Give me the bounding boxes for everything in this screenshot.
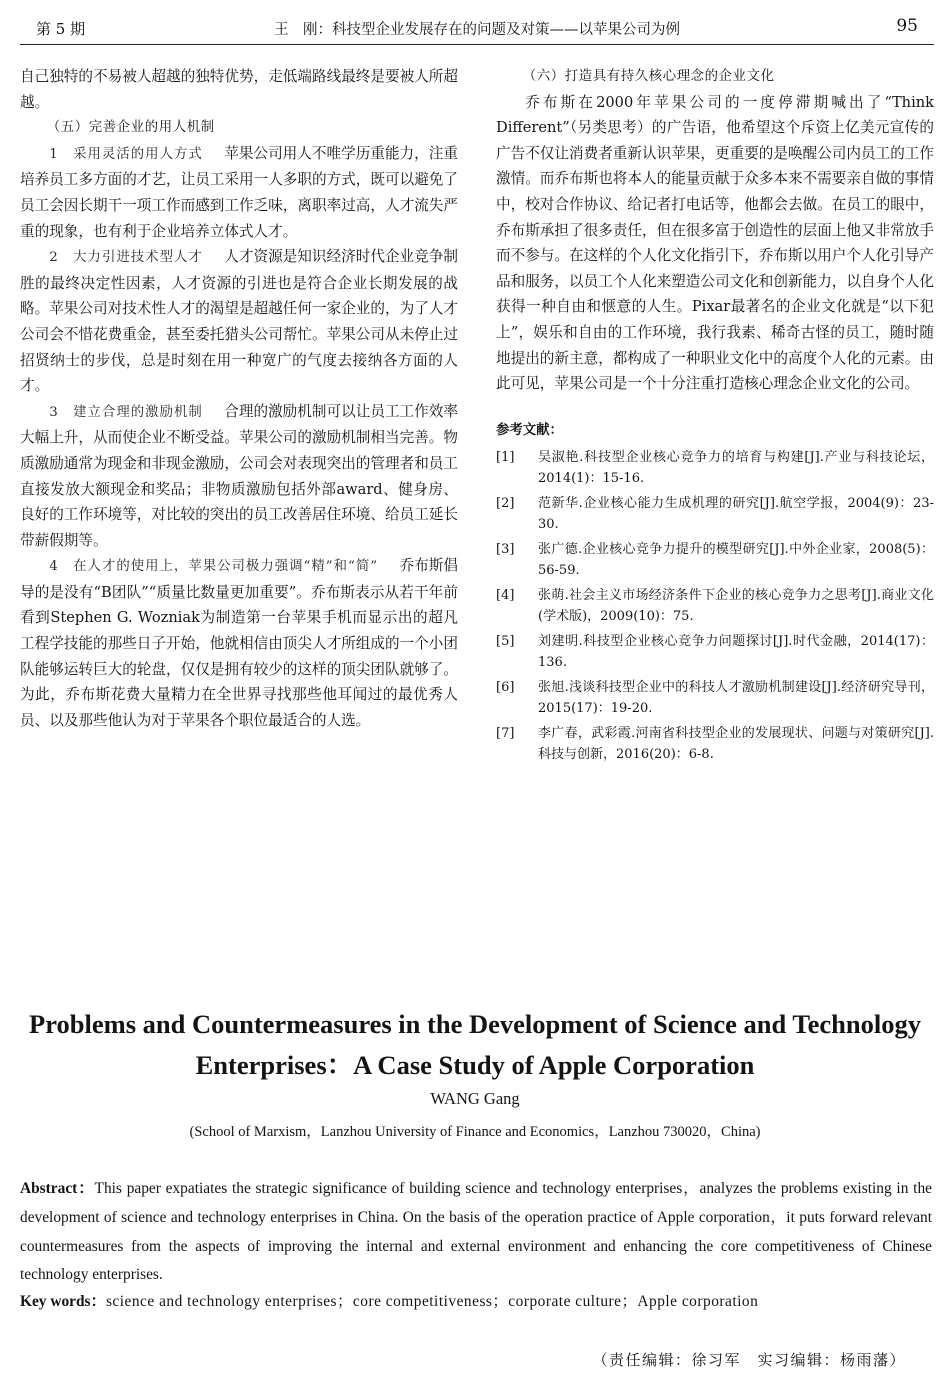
section-6-paragraph: 乔布斯在2000年苹果公司的一度停滞期喊出了“Think Different”（另类思考）的广告语，他希望这个斥资上亿美元宣传的广告不仅让消费者重新认识苹果，更重要的是唤醒公司内员工的工作激情。而乔布斯也将本人的能量贡献于众多本来不需要亲自做的事情中，校对合作协议、给记者打电话等，他都会去做。在员工的眼中，乔布斯承担了很多责任，但在很多富于创造性的层面上他又非常放手而不参与。在这样的个人化文化指引下，乔布斯以用户个人化引导产品和服务，以员工个人化来塑造公司文化和创新能力，以自身个人化获得一种自由和惬意的人生。Pixar最著名的企业文化就是“以下犯上”，娱乐和自由的工作环境，我行我素、稀奇古怪的员工，随时随地提出的新主意，都构成了一种职业文化中的高度个人化的元素。由此可见，苹果公司是一个十分注重打造核心理念企业文化的公司。 bbox=[496, 93, 934, 393]
item-1-text: 苹果公司用人不唯学历重能力，注重培养员工多方面的才艺，让员工采用一人多职的方式，既可以避免了员工会因长期干一项工作而感到工作乏味，离职率过高，人才流失严重的现象，也有利于企业培养立体式人才。 bbox=[20, 144, 458, 240]
reference-number: [1] bbox=[496, 449, 515, 465]
english-abstract bbox=[20, 1175, 932, 1290]
continued-paragraph: 自己独特的不易被人超越的独特优势，走低端路线最终是要被人所超越。 bbox=[20, 68, 458, 111]
english-keywords bbox=[20, 1290, 932, 1314]
page-number: 95 bbox=[896, 16, 918, 36]
reference-text: 范新华.企业核心能力生成机理的研究[J].航空学报，2004(9)：23-30. bbox=[538, 495, 934, 532]
reference-text: 吴淑艳.科技型企业核心竞争力的培育与构建[J].产业与科技论坛，2014(1)：15-16. bbox=[538, 449, 934, 486]
paragraph-item-3 bbox=[20, 399, 458, 554]
reference-number: [7] bbox=[496, 725, 515, 741]
keywords-text: science and technology enterprises；core competitiveness；corporate culture；Apple corporation bbox=[105, 1293, 759, 1310]
reference-text: 刘建明.科技型企业核心竞争力问题探讨[J].时代金融，2014(17)：136. bbox=[538, 633, 934, 670]
english-affiliation: (School of Marxism，Lanzhou University of Finance and Economics，Lanzhou 730020，China) bbox=[189, 1124, 761, 1140]
keywords-label: Key words： bbox=[20, 1293, 106, 1310]
reference-item bbox=[496, 631, 934, 673]
item-2-text: 人才资源是知识经济时代企业竞争制胜的最终决定性因素，人才资源的引进也是符合企业长期发展的战略。苹果公司对技术性人才的渴望是超越任何一家企业的，为了人才公司会不惜花费重金，甚至委托猎头公司帮忙。苹果公司从未停止过招贤纳士的步伐，总是时刻在用一种宽广的气度去接纳各方面的人才。 bbox=[20, 248, 458, 395]
reference-text: 张旭.浅谈科技型企业中的科技人才激励机制建设[J].经济研究导刊，2015(17)：19-20. bbox=[538, 679, 934, 716]
section-heading-5: （五）完善企业的用人机制 bbox=[46, 120, 215, 136]
page-header bbox=[20, 14, 934, 42]
header-rule bbox=[20, 44, 934, 45]
running-title: 王 刚：科技型企业发展存在的问题及对策——以苹果公司为例 bbox=[274, 22, 680, 38]
section-heading-6: （六）打造具有持久核心理念的企业文化 bbox=[522, 69, 775, 84]
right-column bbox=[496, 64, 934, 769]
reference-number: [6] bbox=[496, 679, 515, 695]
reference-number: [4] bbox=[496, 587, 515, 603]
reference-item bbox=[496, 585, 934, 627]
issue-number: 第 5 期 bbox=[36, 20, 86, 38]
left-column bbox=[20, 64, 458, 733]
references bbox=[496, 419, 934, 765]
reference-item bbox=[496, 677, 934, 719]
item-3-text: 合理的激励机制可以让员工工作效率大幅上升，从而使企业不断受益。苹果公司的激励机制相当完善。物质激励通常为现金和非现金激励，公司会对表现突出的管理者和员工直接发放大额现金和奖品；非物质激励包括外部award、健身房、良好的工作环境等，对比较的突出的员工改善居住环境、给员工延长带薪假期等。 bbox=[20, 402, 458, 549]
paragraph-item-1 bbox=[20, 141, 458, 244]
reference-item bbox=[496, 539, 934, 581]
editor-credits: （责任编辑：徐习军 实习编辑：杨雨藩） bbox=[592, 1351, 906, 1369]
reference-item bbox=[496, 493, 934, 535]
abstract-label: Abstract： bbox=[20, 1180, 95, 1197]
reference-item bbox=[496, 447, 934, 489]
references-heading: 参考文献： bbox=[496, 422, 563, 438]
reference-text: 李广春，武彩霞.河南省科技型企业的发展现状、问题与对策研究[J].科技与创新，2016(20)：6-8. bbox=[538, 725, 934, 762]
english-title: Problems and Countermeasures in the Development of Science and Technology Enterprises：A Case Study of Apple Corporation bbox=[29, 1009, 921, 1080]
paragraph-item-2 bbox=[20, 244, 458, 399]
reference-number: [5] bbox=[496, 633, 515, 649]
reference-text: 张萌.社会主义市场经济条件下企业的核心竞争力之思考[J].商业文化(学术版)，2009(10)：75. bbox=[538, 587, 934, 624]
reference-item bbox=[496, 723, 934, 765]
reference-number: [3] bbox=[496, 541, 515, 557]
subheading-item-1: 1 采用灵活的用人方式 bbox=[49, 146, 203, 162]
subheading-item-3: 3 建立合理的激励机制 bbox=[49, 404, 203, 420]
abstract-text: This paper expatiates the strategic significance of building science and technology enterprises，analyzes the problems existing in the development of science and technology enterprises in China. On the basis of the operation practice of Apple corporation，it puts forward relevant countermeasures from the aspects of improving the internal and external environment and enhancing the core competitiveness of Chinese technology enterprises. bbox=[20, 1180, 932, 1284]
item-4-text: 乔布斯倡导的是没有“B团队”“质量比数量更加重要”。乔布斯表示从若干年前看到Stephen G. Wozniak为制造第一台苹果手机而显示出的超凡工程学技能的那些日子开始，他就相信由顶尖人才所组成的一个小团队能够运转巨大的轮盘，仅仅是拥有较少的这样的顶尖团队就够了。为此，乔布斯花费大量精力在全世界寻找那些他耳闻过的最优秀人员、以及那些他认为对于苹果各个职位最适合的人选。 bbox=[20, 557, 458, 729]
reference-number: [2] bbox=[496, 495, 515, 511]
subheading-item-4: 4 在人才的使用上，苹果公司极力强调“精”和“简” bbox=[49, 559, 379, 575]
english-author: WANG Gang bbox=[430, 1089, 520, 1108]
subheading-item-2: 2 大力引进技术型人才 bbox=[49, 250, 203, 266]
paragraph-item-4 bbox=[20, 553, 458, 733]
reference-text: 张广德.企业核心竞争力提升的模型研究[J].中外企业家，2008(5)：56-59. bbox=[538, 541, 934, 578]
